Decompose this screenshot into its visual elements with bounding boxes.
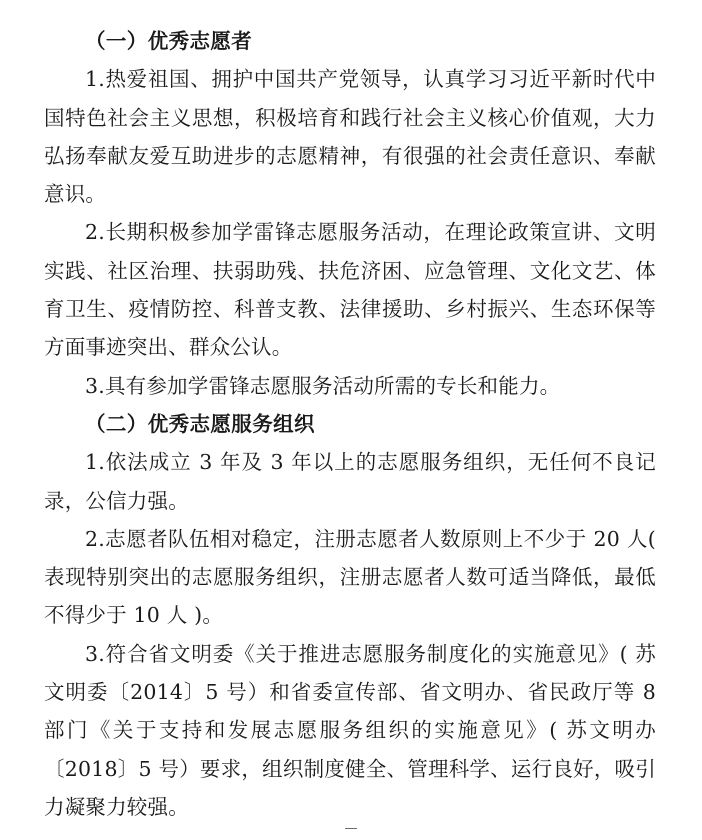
section-heading-excellent-organization: （二）优秀志愿服务组织 bbox=[85, 411, 315, 436]
section-heading-excellent-volunteer: （一）优秀志愿者 bbox=[85, 29, 253, 53]
paragraph-item-1-1: 1.热爱祖国、拥护中国共产党领导，认真学习习近平新时代中国特色社会主义思想，积极培育和践行社会主义核心价值观，大力弘扬奉献友爱互助进步的志愿精神，有很强的社会责任意识、奉献意识。 bbox=[44, 67, 656, 207]
paragraph-item-2-2: 2.志愿者队伍相对稳定，注册志愿者人数原则上不少于 20 人( 表现特别突出的志愿服务组织，注册志愿者人数可适当降低，最低不得少于 10 人 )。 bbox=[44, 526, 656, 628]
paragraph-item-2-1: 1.依法成立 3 年及 3 年以上的志愿服务组织，无任何不良记录，公信力强。 bbox=[44, 450, 656, 513]
paragraph-item-2-3: 3.符合省文明委《关于推进志愿服务制度化的实施意见》( 苏文明委〔2014〕5 号）和省委宣传部、省文明办、省民政厅等 8 部门《关于支持和发展志愿服务组织的实施意见》( 苏文明办〔2018〕5 号）要求，组织制度健全、管理科学、运行良好，吸引力凝聚力较强。 bbox=[44, 641, 656, 819]
page-footer-mark: — bbox=[344, 821, 358, 836]
paragraph-item-1-3: 3.具有参加学雷锋志愿服务活动所需的专长和能力。 bbox=[85, 373, 561, 398]
paragraph-item-1-2: 2.长期积极参加学雷锋志愿服务活动，在理论政策宣讲、文明实践、社区治理、扶弱助残、扶危济困、应急管理、文化文艺、体育卫生、疫情防控、科普支教、法律援助、乡村振兴、生态环保等方面事迹突出、群众公认。 bbox=[44, 220, 656, 360]
